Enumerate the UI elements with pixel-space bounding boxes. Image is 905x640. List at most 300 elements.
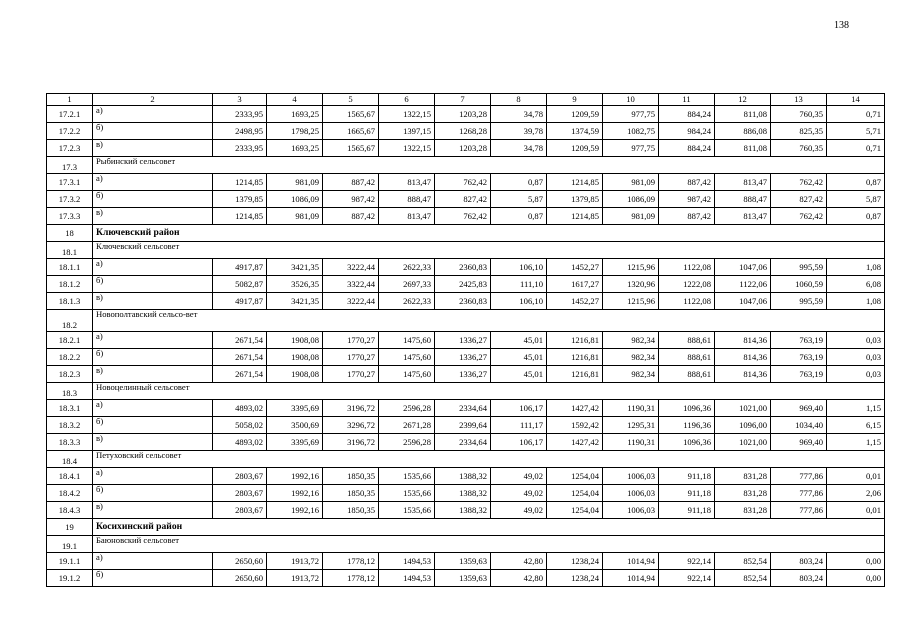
section-name: Новополтавский сельсо-вет <box>93 310 885 332</box>
value-cell: 1850,35 <box>323 468 379 485</box>
value-cell: 2399,64 <box>435 417 491 434</box>
value-cell: 887,42 <box>659 174 715 191</box>
value-cell: 762,42 <box>435 174 491 191</box>
value-cell: 39,78 <box>491 123 547 140</box>
row-id: 18.2.3 <box>47 366 93 383</box>
value-cell: 1379,85 <box>213 191 267 208</box>
value-cell: 1215,96 <box>603 293 659 310</box>
column-header: 3 <box>213 94 267 106</box>
row-id: 18.4.3 <box>47 502 93 519</box>
value-cell: 45,01 <box>491 332 547 349</box>
value-cell: 1427,42 <box>547 434 603 451</box>
value-cell: 884,24 <box>659 106 715 123</box>
value-cell: 1254,04 <box>547 485 603 502</box>
value-cell: 911,18 <box>659 502 715 519</box>
value-cell: 987,42 <box>659 191 715 208</box>
value-cell: 1565,67 <box>323 140 379 157</box>
row-option: а) <box>93 106 213 123</box>
value-cell: 982,34 <box>603 349 659 366</box>
value-cell: 831,28 <box>715 485 771 502</box>
row-option: а) <box>93 332 213 349</box>
value-cell: 1203,28 <box>435 140 491 157</box>
value-cell: 1693,25 <box>267 106 323 123</box>
section-name: Рыбинский сельсовет <box>93 157 885 174</box>
value-cell: 1592,42 <box>547 417 603 434</box>
table-row <box>47 434 885 451</box>
value-cell: 3222,44 <box>323 293 379 310</box>
value-cell: 911,18 <box>659 468 715 485</box>
row-id: 18.4.2 <box>47 485 93 502</box>
value-cell: 984,24 <box>659 123 715 140</box>
value-cell: 1452,27 <box>547 259 603 276</box>
value-cell: 1254,04 <box>547 502 603 519</box>
value-cell: 1122,08 <box>659 259 715 276</box>
value-cell: 1006,03 <box>603 485 659 502</box>
value-cell: 0,87 <box>827 208 885 225</box>
value-cell: 2803,67 <box>213 485 267 502</box>
value-cell: 982,34 <box>603 366 659 383</box>
row-option: а) <box>93 400 213 417</box>
value-cell: 3222,44 <box>323 259 379 276</box>
row-option: б) <box>93 276 213 293</box>
value-cell: 831,28 <box>715 502 771 519</box>
value-cell: 1238,24 <box>547 570 603 587</box>
section-row <box>47 157 885 174</box>
value-cell: 4893,02 <box>213 434 267 451</box>
value-cell: 814,36 <box>715 366 771 383</box>
value-cell: 1913,72 <box>267 570 323 587</box>
value-cell: 827,42 <box>771 191 827 208</box>
section-name: Ключевский сельсовет <box>93 242 885 259</box>
value-cell: 1359,63 <box>435 553 491 570</box>
value-cell: 1427,42 <box>547 400 603 417</box>
row-id: 18.3.2 <box>47 417 93 434</box>
value-cell: 1060,59 <box>771 276 827 293</box>
row-id: 18.1.2 <box>47 276 93 293</box>
value-cell: 5,87 <box>491 191 547 208</box>
value-cell: 1096,00 <box>715 417 771 434</box>
value-cell: 1320,96 <box>603 276 659 293</box>
value-cell: 777,86 <box>771 485 827 502</box>
table-row <box>47 123 885 140</box>
column-header: 11 <box>659 94 715 106</box>
row-id: 18.4.1 <box>47 468 93 485</box>
value-cell: 1268,28 <box>435 123 491 140</box>
section-row <box>47 383 885 400</box>
value-cell: 0,03 <box>827 349 885 366</box>
value-cell: 1908,08 <box>267 366 323 383</box>
value-cell: 1374,59 <box>547 123 603 140</box>
value-cell: 1388,32 <box>435 502 491 519</box>
column-header: 5 <box>323 94 379 106</box>
value-cell: 760,35 <box>771 106 827 123</box>
value-cell: 887,42 <box>323 208 379 225</box>
value-cell: 1214,85 <box>547 174 603 191</box>
value-cell: 1047,06 <box>715 293 771 310</box>
row-option: б) <box>93 485 213 502</box>
section-row <box>47 310 885 332</box>
section-id: 18.4 <box>47 451 93 468</box>
value-cell: 922,14 <box>659 570 715 587</box>
value-cell: 111,17 <box>491 417 547 434</box>
value-cell: 969,40 <box>771 434 827 451</box>
page-number: 138 <box>834 20 849 31</box>
value-cell: 1214,85 <box>213 208 267 225</box>
value-cell: 0,71 <box>827 140 885 157</box>
tariff-table <box>46 93 885 587</box>
section-id: 18.2 <box>47 310 93 332</box>
value-cell: 1216,81 <box>547 332 603 349</box>
value-cell: 3421,35 <box>267 259 323 276</box>
value-cell: 0,00 <box>827 570 885 587</box>
value-cell: 888,61 <box>659 349 715 366</box>
table-row <box>47 332 885 349</box>
value-cell: 813,47 <box>379 208 435 225</box>
value-cell: 1216,81 <box>547 349 603 366</box>
table-row <box>47 276 885 293</box>
value-cell: 1203,28 <box>435 106 491 123</box>
value-cell: 888,61 <box>659 332 715 349</box>
value-cell: 1770,27 <box>323 349 379 366</box>
table-row <box>47 417 885 434</box>
row-id: 18.2.1 <box>47 332 93 349</box>
column-header: 12 <box>715 94 771 106</box>
value-cell: 0,87 <box>827 174 885 191</box>
value-cell: 1379,85 <box>547 191 603 208</box>
value-cell: 0,00 <box>827 553 885 570</box>
value-cell: 987,42 <box>323 191 379 208</box>
value-cell: 3395,69 <box>267 434 323 451</box>
value-cell: 884,24 <box>659 140 715 157</box>
table-row <box>47 293 885 310</box>
value-cell: 1006,03 <box>603 502 659 519</box>
value-cell: 811,08 <box>715 106 771 123</box>
value-cell: 1,15 <box>827 434 885 451</box>
section-name: Баюновский сельсовет <box>93 536 885 553</box>
district-name: Ключевский район <box>93 225 885 242</box>
row-id: 17.3.3 <box>47 208 93 225</box>
value-cell: 813,47 <box>379 174 435 191</box>
value-cell: 813,47 <box>715 174 771 191</box>
value-cell: 1047,06 <box>715 259 771 276</box>
value-cell: 3421,35 <box>267 293 323 310</box>
table-row <box>47 366 885 383</box>
value-cell: 1535,66 <box>379 502 435 519</box>
value-cell: 2803,67 <box>213 502 267 519</box>
value-cell: 4917,87 <box>213 259 267 276</box>
table-row <box>47 468 885 485</box>
value-cell: 886,08 <box>715 123 771 140</box>
value-cell: 888,47 <box>715 191 771 208</box>
column-header: 2 <box>93 94 213 106</box>
table-row <box>47 349 885 366</box>
value-cell: 3196,72 <box>323 400 379 417</box>
value-cell: 0,01 <box>827 468 885 485</box>
value-cell: 1475,60 <box>379 332 435 349</box>
section-id: 17.3 <box>47 157 93 174</box>
value-cell: 1388,32 <box>435 485 491 502</box>
value-cell: 1,08 <box>827 259 885 276</box>
value-cell: 1014,94 <box>603 553 659 570</box>
value-cell: 1021,00 <box>715 434 771 451</box>
row-id: 17.2.3 <box>47 140 93 157</box>
value-cell: 1475,60 <box>379 366 435 383</box>
value-cell: 106,10 <box>491 293 547 310</box>
value-cell: 995,59 <box>771 259 827 276</box>
table-row <box>47 174 885 191</box>
section-row <box>47 536 885 553</box>
value-cell: 981,09 <box>267 208 323 225</box>
value-cell: 6,08 <box>827 276 885 293</box>
value-cell: 982,34 <box>603 332 659 349</box>
value-cell: 1535,66 <box>379 485 435 502</box>
value-cell: 1021,00 <box>715 400 771 417</box>
value-cell: 2671,28 <box>379 417 435 434</box>
row-id: 17.3.2 <box>47 191 93 208</box>
row-id: 18.2.2 <box>47 349 93 366</box>
table-row <box>47 191 885 208</box>
value-cell: 1913,72 <box>267 553 323 570</box>
value-cell: 1238,24 <box>547 553 603 570</box>
value-cell: 1,15 <box>827 400 885 417</box>
value-cell: 2596,28 <box>379 434 435 451</box>
row-option: в) <box>93 208 213 225</box>
value-cell: 777,86 <box>771 468 827 485</box>
section-row <box>47 242 885 259</box>
value-cell: 1388,32 <box>435 468 491 485</box>
value-cell: 3395,69 <box>267 400 323 417</box>
value-cell: 3296,72 <box>323 417 379 434</box>
row-option: в) <box>93 502 213 519</box>
row-option: в) <box>93 366 213 383</box>
value-cell: 1850,35 <box>323 502 379 519</box>
value-cell: 1770,27 <box>323 366 379 383</box>
value-cell: 763,19 <box>771 349 827 366</box>
value-cell: 887,42 <box>323 174 379 191</box>
value-cell: 1096,36 <box>659 434 715 451</box>
district-id: 18 <box>47 225 93 242</box>
value-cell: 1992,16 <box>267 485 323 502</box>
value-cell: 1190,31 <box>603 434 659 451</box>
value-cell: 42,80 <box>491 570 547 587</box>
value-cell: 1209,59 <box>547 106 603 123</box>
value-cell: 814,36 <box>715 332 771 349</box>
value-cell: 0,87 <box>491 208 547 225</box>
row-option: в) <box>93 140 213 157</box>
row-option: б) <box>93 123 213 140</box>
value-cell: 2671,54 <box>213 332 267 349</box>
row-id: 19.1.1 <box>47 553 93 570</box>
value-cell: 1908,08 <box>267 332 323 349</box>
value-cell: 1494,53 <box>379 553 435 570</box>
column-header: 1 <box>47 94 93 106</box>
district-row <box>47 225 885 242</box>
district-id: 19 <box>47 519 93 536</box>
value-cell: 1336,27 <box>435 332 491 349</box>
district-name: Косихинский район <box>93 519 885 536</box>
value-cell: 1122,06 <box>715 276 771 293</box>
row-option: а) <box>93 259 213 276</box>
row-option: в) <box>93 293 213 310</box>
row-id: 18.1.3 <box>47 293 93 310</box>
value-cell: 1535,66 <box>379 468 435 485</box>
value-cell: 1086,09 <box>267 191 323 208</box>
value-cell: 0,03 <box>827 332 885 349</box>
value-cell: 1908,08 <box>267 349 323 366</box>
column-header: 7 <box>435 94 491 106</box>
value-cell: 0,71 <box>827 106 885 123</box>
value-cell: 803,24 <box>771 570 827 587</box>
row-id: 17.2.2 <box>47 123 93 140</box>
table-body <box>47 106 885 587</box>
value-cell: 825,35 <box>771 123 827 140</box>
value-cell: 1014,94 <box>603 570 659 587</box>
value-cell: 106,17 <box>491 400 547 417</box>
value-cell: 1778,12 <box>323 570 379 587</box>
value-cell: 1322,15 <box>379 140 435 157</box>
table-row <box>47 570 885 587</box>
table-row <box>47 502 885 519</box>
value-cell: 762,42 <box>771 174 827 191</box>
value-cell: 827,42 <box>435 191 491 208</box>
value-cell: 1850,35 <box>323 485 379 502</box>
value-cell: 1196,36 <box>659 417 715 434</box>
value-cell: 49,02 <box>491 468 547 485</box>
value-cell: 763,19 <box>771 332 827 349</box>
value-cell: 4917,87 <box>213 293 267 310</box>
value-cell: 814,36 <box>715 349 771 366</box>
value-cell: 45,01 <box>491 349 547 366</box>
value-cell: 3526,35 <box>267 276 323 293</box>
value-cell: 42,80 <box>491 553 547 570</box>
section-name: Новоцелинный сельсовет <box>93 383 885 400</box>
table-row <box>47 106 885 123</box>
row-option: а) <box>93 468 213 485</box>
column-header: 10 <box>603 94 659 106</box>
row-option: а) <box>93 174 213 191</box>
value-cell: 777,86 <box>771 502 827 519</box>
value-cell: 1565,67 <box>323 106 379 123</box>
value-cell: 2425,83 <box>435 276 491 293</box>
value-cell: 2803,67 <box>213 468 267 485</box>
value-cell: 0,03 <box>827 366 885 383</box>
value-cell: 1222,08 <box>659 276 715 293</box>
value-cell: 981,09 <box>603 174 659 191</box>
column-header: 4 <box>267 94 323 106</box>
value-cell: 0,01 <box>827 502 885 519</box>
table-row <box>47 140 885 157</box>
value-cell: 1798,25 <box>267 123 323 140</box>
value-cell: 760,35 <box>771 140 827 157</box>
section-name: Петуховский сельсовет <box>93 451 885 468</box>
value-cell: 1475,60 <box>379 349 435 366</box>
value-cell: 1215,96 <box>603 259 659 276</box>
value-cell: 2650,60 <box>213 570 267 587</box>
value-cell: 2671,54 <box>213 349 267 366</box>
value-cell: 1295,31 <box>603 417 659 434</box>
value-cell: 1336,27 <box>435 349 491 366</box>
value-cell: 5,87 <box>827 191 885 208</box>
value-cell: 969,40 <box>771 400 827 417</box>
value-cell: 34,78 <box>491 106 547 123</box>
value-cell: 6,15 <box>827 417 885 434</box>
value-cell: 762,42 <box>771 208 827 225</box>
value-cell: 2333,95 <box>213 106 267 123</box>
value-cell: 2334,64 <box>435 434 491 451</box>
value-cell: 2,06 <box>827 485 885 502</box>
value-cell: 2671,54 <box>213 366 267 383</box>
value-cell: 1322,15 <box>379 106 435 123</box>
value-cell: 1494,53 <box>379 570 435 587</box>
value-cell: 1336,27 <box>435 366 491 383</box>
value-cell: 981,09 <box>603 208 659 225</box>
value-cell: 1778,12 <box>323 553 379 570</box>
table-row <box>47 485 885 502</box>
value-cell: 888,47 <box>379 191 435 208</box>
value-cell: 1,08 <box>827 293 885 310</box>
value-cell: 1209,59 <box>547 140 603 157</box>
row-option: а) <box>93 553 213 570</box>
row-option: б) <box>93 570 213 587</box>
value-cell: 1770,27 <box>323 332 379 349</box>
value-cell: 1665,67 <box>323 123 379 140</box>
value-cell: 922,14 <box>659 553 715 570</box>
value-cell: 1006,03 <box>603 468 659 485</box>
value-cell: 981,09 <box>267 174 323 191</box>
value-cell: 1034,40 <box>771 417 827 434</box>
value-cell: 1096,36 <box>659 400 715 417</box>
section-id: 18.1 <box>47 242 93 259</box>
table-row <box>47 400 885 417</box>
value-cell: 887,42 <box>659 208 715 225</box>
value-cell: 888,61 <box>659 366 715 383</box>
row-id: 18.3.3 <box>47 434 93 451</box>
value-cell: 1992,16 <box>267 468 323 485</box>
value-cell: 1693,25 <box>267 140 323 157</box>
row-id: 17.2.1 <box>47 106 93 123</box>
value-cell: 1254,04 <box>547 468 603 485</box>
row-id: 17.3.1 <box>47 174 93 191</box>
value-cell: 831,28 <box>715 468 771 485</box>
table-row <box>47 208 885 225</box>
header-row <box>47 94 885 106</box>
column-header: 13 <box>771 94 827 106</box>
value-cell: 2622,33 <box>379 293 435 310</box>
value-cell: 3196,72 <box>323 434 379 451</box>
value-cell: 977,75 <box>603 106 659 123</box>
value-cell: 2334,64 <box>435 400 491 417</box>
value-cell: 1214,85 <box>213 174 267 191</box>
value-cell: 3500,69 <box>267 417 323 434</box>
district-row <box>47 519 885 536</box>
value-cell: 1992,16 <box>267 502 323 519</box>
row-option: б) <box>93 349 213 366</box>
value-cell: 49,02 <box>491 502 547 519</box>
value-cell: 1214,85 <box>547 208 603 225</box>
value-cell: 813,47 <box>715 208 771 225</box>
value-cell: 1617,27 <box>547 276 603 293</box>
row-id: 18.1.1 <box>47 259 93 276</box>
value-cell: 2697,33 <box>379 276 435 293</box>
value-cell: 1216,81 <box>547 366 603 383</box>
value-cell: 2360,83 <box>435 259 491 276</box>
value-cell: 911,18 <box>659 485 715 502</box>
value-cell: 2498,95 <box>213 123 267 140</box>
row-option: б) <box>93 417 213 434</box>
value-cell: 762,42 <box>435 208 491 225</box>
row-id: 18.3.1 <box>47 400 93 417</box>
value-cell: 852,54 <box>715 553 771 570</box>
